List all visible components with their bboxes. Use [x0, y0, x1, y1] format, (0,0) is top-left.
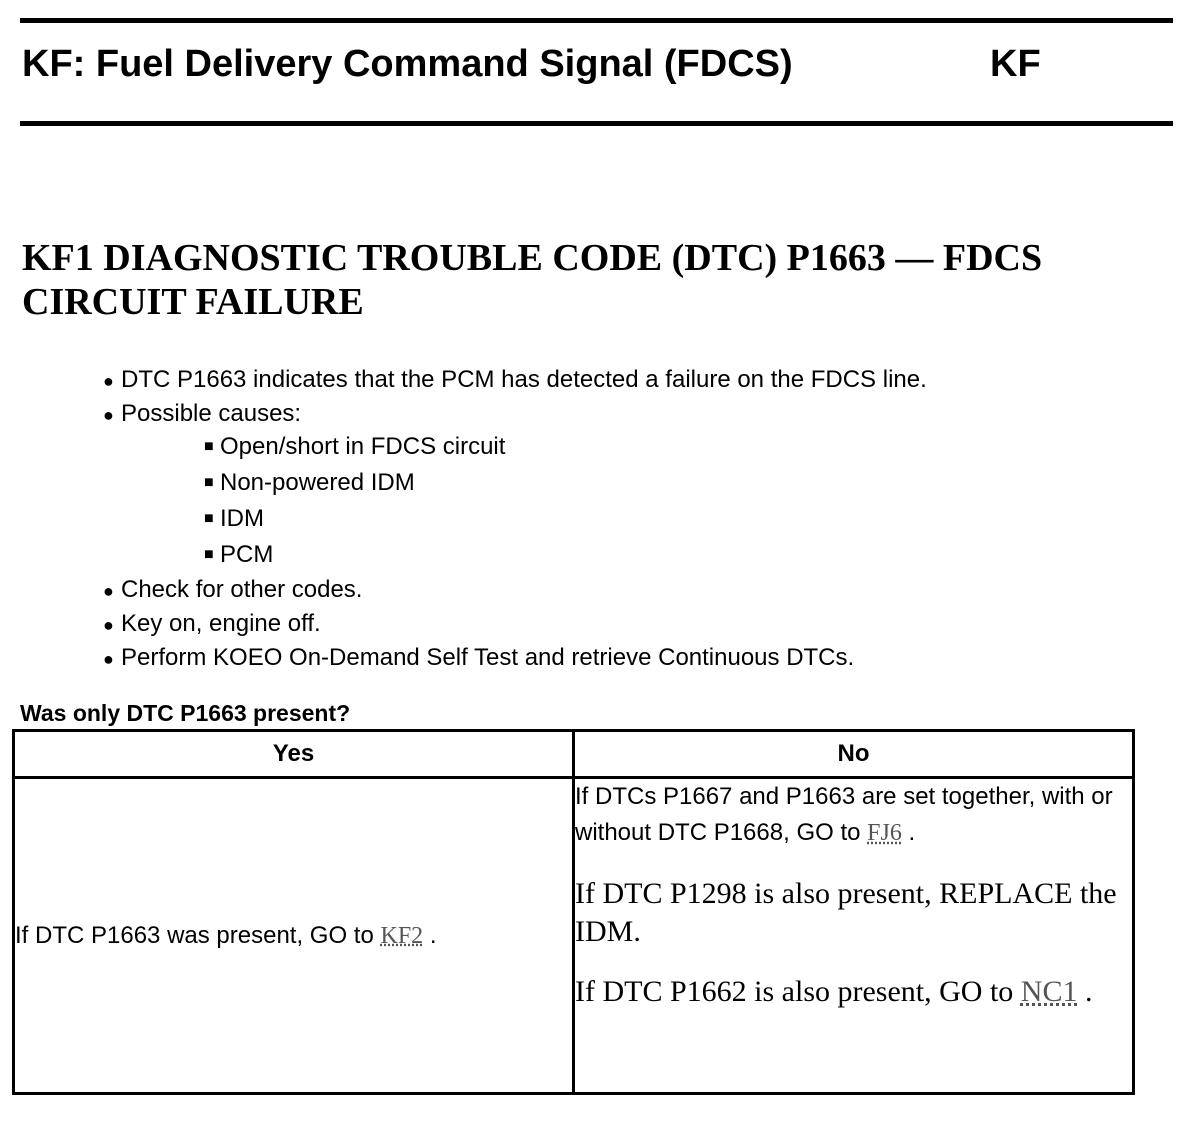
- yes-text-end: .: [423, 921, 437, 949]
- table-header-row: [14, 731, 1134, 778]
- list-item-text: Check for other codes.: [121, 576, 363, 604]
- list-item-text: DTC P1663 indicates that the PCM has detected a failure on the FDCS line.: [121, 366, 927, 393]
- bullet-icon: ●: [103, 404, 114, 425]
- sub-list-item: [0, 467, 1184, 503]
- bullet-icon: ●: [103, 581, 114, 602]
- list-item-text: Perform KOEO On-Demand Self Test and retrieve Continuous DTCs.: [121, 643, 855, 671]
- no-instruction-1-text: If DTCs P1667 and P1663 are set together, with or without DTC P1668, GO to: [575, 783, 1113, 846]
- instruction-list: [0, 364, 1184, 675]
- list-item: [0, 608, 1184, 642]
- section-code: KF: [990, 43, 1041, 85]
- no-instruction-3-end: .: [1077, 975, 1093, 1008]
- no-instruction-3-text: If DTC P1662 is also present, GO to: [575, 975, 1021, 1008]
- list-item: [0, 364, 1184, 398]
- sub-list-item: [0, 431, 1184, 467]
- no-instruction-1-end: .: [901, 819, 916, 846]
- column-header-yes: Yes: [14, 731, 574, 778]
- sub-list-item-text: PCM: [220, 540, 274, 568]
- square-bullet-icon: ■: [204, 545, 214, 563]
- yes-text: If DTC P1663 was present, GO to: [15, 921, 381, 949]
- link-kf2[interactable]: KF2: [380, 922, 424, 949]
- sub-list-item-text: Non-powered IDM: [220, 469, 415, 497]
- square-bullet-icon: ■: [204, 438, 214, 456]
- table-row: [14, 778, 1134, 1094]
- procedure-heading: KF1 DIAGNOSTIC TROUBLE CODE (DTC) P1663 — FDCS CIRCUIT FAILURE: [22, 237, 1043, 323]
- column-header-no: No: [574, 731, 1134, 778]
- list-item-text: Key on, engine off.: [121, 609, 321, 637]
- sub-list-item: [0, 539, 1184, 575]
- list-item-text: Possible causes:: [121, 399, 302, 427]
- page-title: KF: Fuel Delivery Command Signal (FDCS): [22, 43, 793, 85]
- sub-list-item-text: Open/short in FDCS circuit: [220, 433, 506, 461]
- top-divider: [20, 18, 1173, 23]
- list-item: [0, 398, 1184, 432]
- no-instruction-3: [575, 973, 1132, 1011]
- square-bullet-icon: ■: [204, 474, 214, 492]
- decision-question: Was only DTC P1663 present?: [20, 700, 351, 726]
- decision-table: [12, 729, 1135, 1095]
- bullet-icon: ●: [103, 648, 114, 669]
- list-item: [0, 642, 1184, 676]
- no-instruction-1: [575, 779, 1132, 851]
- link-nc1[interactable]: NC1: [1020, 975, 1078, 1008]
- bottom-divider: [20, 121, 1173, 126]
- yes-cell: [14, 778, 574, 1094]
- sub-list-item-text: IDM: [220, 504, 264, 532]
- bullet-icon: ●: [103, 371, 114, 391]
- list-item: [0, 574, 1184, 608]
- no-cell: [574, 778, 1134, 1094]
- square-bullet-icon: ■: [204, 509, 214, 527]
- sub-list-item: [0, 503, 1184, 539]
- no-instruction-2: If DTC P1298 is also present, REPLACE the IDM.: [575, 877, 1117, 948]
- link-fj6[interactable]: FJ6: [867, 820, 902, 846]
- bullet-icon: ●: [103, 614, 114, 635]
